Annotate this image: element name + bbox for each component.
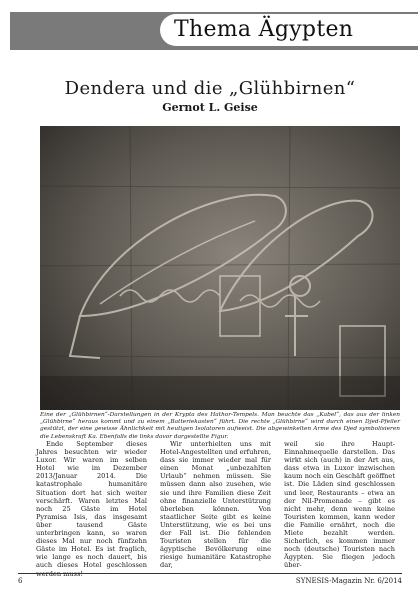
photo-caption: Eine der „Glühbirnen“-Darstellungen in der Krypta des Hathor-Tempels. Man beachte das „Kabel“, das aus der linken „Glühbirne“ heraus kommt und zu einem „Batteriekasten“ führt. Die rechte „Glühbirne“ wird durch einen Djed-Pfeiler gestützt, der eine gewisse Ähnlichkeit mit heutigen Isolatoren aufweist. Die abgewinkelten Arme des Djed symbolisieren die Lebenskraft Ka. Ebenfalls die links davor dargestellte Figur.	[40, 412, 400, 440]
article-author: Gernot L. Geise	[162, 101, 258, 114]
body-column-3: weil sie ihre Haupt-Einnahmequelle darstellen. Das wirkt sich (auch) in der Art aus, dass etwa in Luxor inzwischen kaum noch ein Geschäft geöffnet ist. Die Läden sind geschlossen und leer, Restaurants – etwa an der Nil-Promenade – gibt es nicht mehr, denn wenn keine Touristen kommen, kann weder die Familie ernährt, noch die Miete bezahlt werden. Sicherlich, es kommen immer noch (deutsche) Touristen nach Ägypten. Sie fliegen jedoch über-	[284, 440, 395, 570]
magazine-issue: SYNESIS-Magazin Nr. 6/2014	[295, 577, 402, 585]
relief-photo	[40, 126, 400, 410]
article-title: Dendera und die „Glühbirnen“	[64, 78, 356, 99]
dendera-relief-image	[40, 126, 400, 410]
body-column-2: Wir unterhielten uns mit Hotel-Angestellten und erfuhren, dass sie immer wieder mal für einen Monat „unbezahlten Urlaub“ nehmen müssen. Sie müssen dann also zusehen, wie sie und ihre Familien diese Zeit ohne finanzielle Unterstützung überleben können. Von staatlicher Seite gibt es keine Unterstützung, wie es bei uns der Fall ist. Die fehlenden Touristen stellen für die ägyptische Bevölkerung eine riesige humanitäre Katastrophe dar,	[160, 440, 271, 570]
page-number: 6	[18, 577, 23, 585]
section-title: Thema Ägypten	[174, 17, 354, 42]
body-column-1: Ende September dieses Jahres besuchten wir wieder Luxor. Wir waren im selben Hotel wie im Dezember 2013/Januar 2014. Die katastrophale humanitäre Situation dort hat sich weiter verschärft. Waren letztes Mal noch 25 Gäste im Hotel Pyramisa Isis, das insgesamt über tausend Gäste unterbringen kann, so waren dieses Mal nur noch fünfzehn Gäste im Hotel. Es ist fraglich, wie lange es noch dauert, bis auch dieses Hotel geschlossen werden muss!	[36, 440, 147, 578]
footer-divider	[18, 573, 402, 574]
